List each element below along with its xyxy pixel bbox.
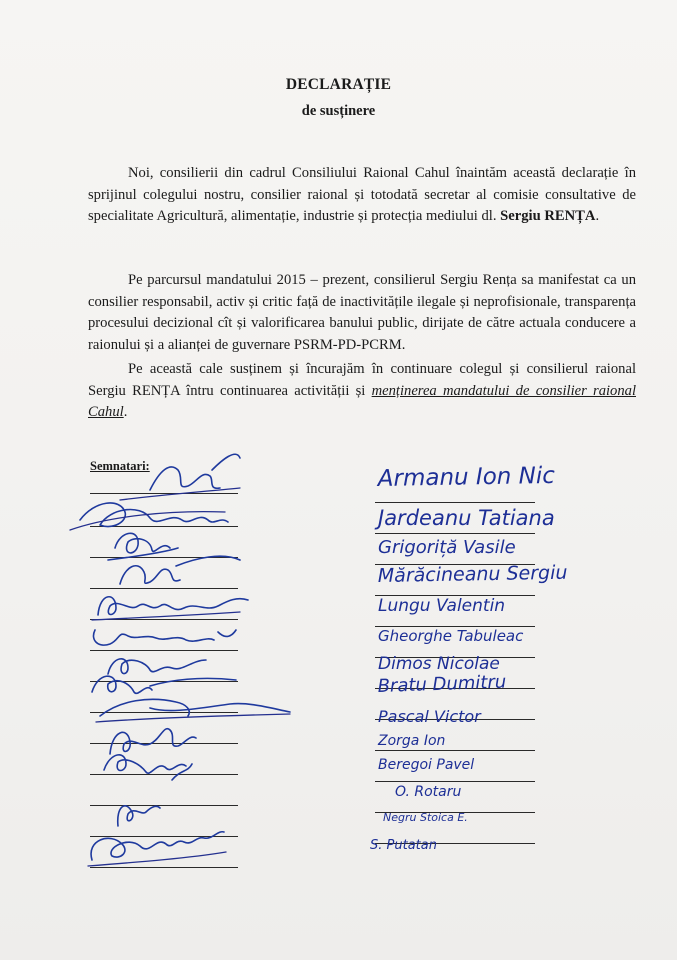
handwritten-name: Zorga Ion: [378, 733, 446, 749]
name-line: [375, 533, 535, 534]
handwritten-name: Grigoriță Vasile: [378, 537, 516, 558]
signature-scribble-7: [108, 659, 206, 674]
mandate-emphasis: menținerea mandatului de consilier raional Cahul: [88, 382, 636, 420]
signature-scribble-6: [93, 630, 236, 645]
signature-line: [90, 493, 238, 494]
signature-line: [90, 774, 238, 775]
signature-scribble-8: [92, 676, 236, 693]
signature-line: [90, 712, 238, 713]
handwritten-name: Lungu Valentin: [378, 596, 506, 616]
handwritten-name: Beregoi Pavel: [378, 757, 475, 773]
signature-scribble-12: [118, 806, 160, 826]
paragraph-declaration-text: Noi, consilierii din cadrul Consiliului Raional Cahul înaintăm această declarație în sprijinul colegului nostru, consilier raional și totodată secretar al comisie consultative de specialitate Agricultură, alimentație, industrie și protecția mediului dl.: [88, 165, 636, 224]
signature-scribble-10: [110, 729, 196, 754]
name-line: [375, 750, 535, 751]
signature-scribble-9: [96, 699, 290, 722]
handwritten-name: O. Rotaru: [395, 784, 462, 800]
honoree-name: Sergiu RENȚA: [500, 208, 596, 224]
signature-scribble-3: [108, 533, 178, 560]
paragraph-mandate-text: Pe parcursul mandatului 2015 – prezent, consilierul Sergiu Rența sa manifestat ca un consilier responsabil, activ și critic față de inactivitățile ilegale și neprofisionale, transparența procesului decizional cît și valorificarea banului public, dirijate de către actuala conducere a raionului și a alianței de guvernare PSRM-PD-PCRM.: [88, 272, 636, 353]
handwritten-name: Gheorghe Tabuleac: [378, 627, 524, 645]
signature-line: [90, 805, 238, 806]
signature-line: [90, 681, 238, 682]
handwritten-name: Negru Stoica E.: [383, 811, 468, 824]
paragraph-support-end: .: [123, 404, 128, 420]
paragraph-support: [88, 359, 636, 424]
name-line: [375, 781, 535, 782]
document-title: DECLARAȚIE: [285, 76, 392, 93]
signers-label: Semnatari:: [90, 459, 150, 473]
paragraph-declaration: [88, 163, 636, 228]
document-subtitle: de susținere: [301, 103, 376, 119]
signature-line: [90, 588, 238, 589]
signature-line: [90, 619, 238, 620]
handwritten-name: S. Putatan: [370, 838, 437, 853]
handwritten-name: Dimos Nicolae: [378, 654, 500, 674]
signature-line: [90, 836, 238, 837]
paragraph-mandate: [88, 270, 636, 356]
name-line: [375, 502, 535, 503]
signature-line: [90, 557, 238, 558]
handwritten-name: Armanu Ion Nic: [377, 462, 556, 492]
signature-line: [90, 526, 238, 527]
signature-scribble-5: [92, 597, 248, 620]
paragraph-support-text: Pe această cale susținem și încurajăm în continuare colegul și consilierul raional Sergiu RENȚA întru continuarea activității și: [88, 361, 636, 399]
signature-line: [90, 650, 238, 651]
signature-line: [90, 867, 238, 868]
handwritten-name: Mărăcineanu Sergiu: [377, 561, 568, 587]
handwritten-name: Bratu Dumitru: [377, 671, 507, 697]
paragraph-declaration-end: .: [595, 208, 600, 224]
signature-scribble-4: [120, 556, 240, 584]
handwritten-name: Jardeanu Tatiana: [378, 506, 555, 530]
signature-line: [90, 743, 238, 744]
signature-scribble-11: [104, 755, 192, 780]
handwritten-name: Pascal Victor: [378, 707, 481, 726]
